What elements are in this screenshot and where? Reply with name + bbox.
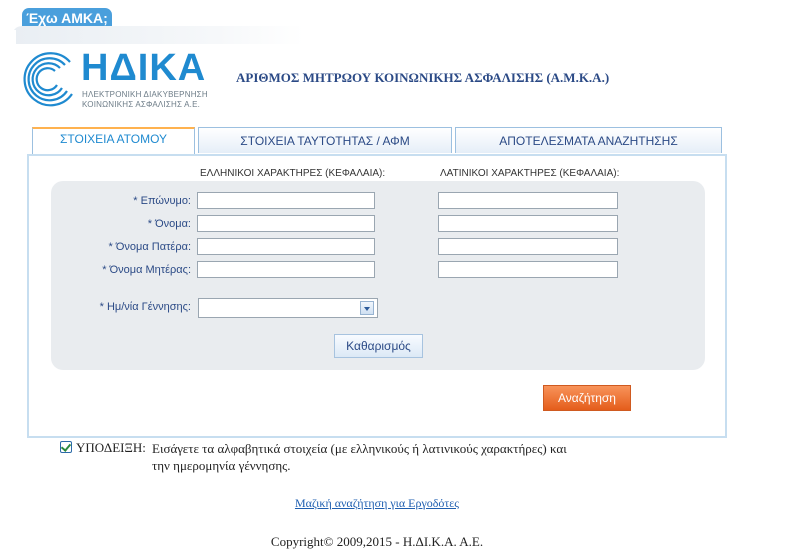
have-amka-tab[interactable]: Έχω ΑΜΚΑ;	[22, 8, 112, 28]
surname-label: * Επώνυμο:	[133, 195, 191, 207]
latin-column-header: ΛΑΤΙΝΙΚΟΙ ΧΑΡΑΚΤΗΡΕΣ (ΚΕΦΑΛΑΙΑ):	[440, 168, 620, 179]
bulk-search-employers-link[interactable]: Μαζική αναζήτηση για Εργοδότες	[294, 496, 460, 510]
father-name-label: * Όνομα Πατέρα:	[108, 241, 191, 253]
birthdate-picker[interactable]	[198, 298, 378, 318]
birthdate-value	[199, 303, 202, 315]
tab-id-afm[interactable]: ΣΤΟΙΧΕΙΑ ΤΑΥΤΟΤΗΤΑΣ / ΑΦΜ	[198, 127, 452, 153]
logo-swirl-icon	[20, 48, 78, 110]
mother-name-latin-input[interactable]	[438, 261, 618, 278]
first-name-latin-input[interactable]	[438, 215, 618, 232]
surname-latin-input[interactable]	[438, 192, 618, 209]
mother-name-greek-input[interactable]	[197, 261, 375, 278]
logo-subtitle: ΗΛΕΚΤΡΟΝΙΚΗ ΔΙΑΚΥΒΕΡΝΗΣΗ ΚΟΙΝΩΝΙΚΗΣ ΑΣΦΑΛΙΣΗΣ Α.Ε.	[82, 90, 208, 109]
father-name-latin-input[interactable]	[438, 238, 618, 255]
father-name-greek-input[interactable]	[197, 238, 375, 255]
checkmark-icon	[60, 441, 72, 453]
tab-search-results[interactable]: ΑΠΟΤΕΛΕΣΜΑΤΑ ΑΝΑΖΗΤΗΣΗΣ	[455, 127, 722, 153]
birthdate-label: * Ημ/νία Γέννησης:	[99, 301, 191, 313]
idika-logo	[20, 48, 220, 112]
mother-name-label: * Όνομα Μητέρας:	[102, 264, 191, 276]
greek-column-header: ΕΛΛΗΝΙΚΟΙ ΧΑΡΑΚΤΗΡΕΣ (ΚΕΦΑΛΑΙΑ):	[200, 168, 386, 179]
first-name-greek-input[interactable]	[197, 215, 375, 232]
first-name-label: * Όνομα:	[147, 218, 191, 230]
search-button[interactable]: Αναζήτηση	[543, 385, 631, 411]
hint-text: Εισάγετε τα αλφαβητικά στοιχεία (με ελληνικούς ή λατινικούς χαρακτήρες) και την ημερομηνία γέννησης.	[152, 441, 567, 473]
copyright-text: Copyright© 2009,2015 - Η.ΔΙ.Κ.Α. Α.Ε.	[270, 534, 484, 549]
header-strip	[12, 26, 304, 44]
clear-button[interactable]: Καθαρισμός	[334, 334, 423, 358]
chevron-down-icon[interactable]	[360, 301, 374, 315]
surname-greek-input[interactable]	[197, 192, 375, 209]
logo-wordmark: ΗΔΙΚΑ	[81, 47, 207, 89]
tab-person-details[interactable]: ΣΤΟΙΧΕΙΑ ΑΤΟΜΟΥ	[32, 127, 195, 155]
page-title: ΑΡΙΘΜΟΣ ΜΗΤΡΩΟΥ ΚΟΙΝΩΝΙΚΗΣ ΑΣΦΑΛΙΣΗΣ (Α.Μ.Κ.Α.)	[236, 70, 610, 85]
hint-label: ΥΠΟΔΕΙΞΗ:	[76, 440, 146, 455]
